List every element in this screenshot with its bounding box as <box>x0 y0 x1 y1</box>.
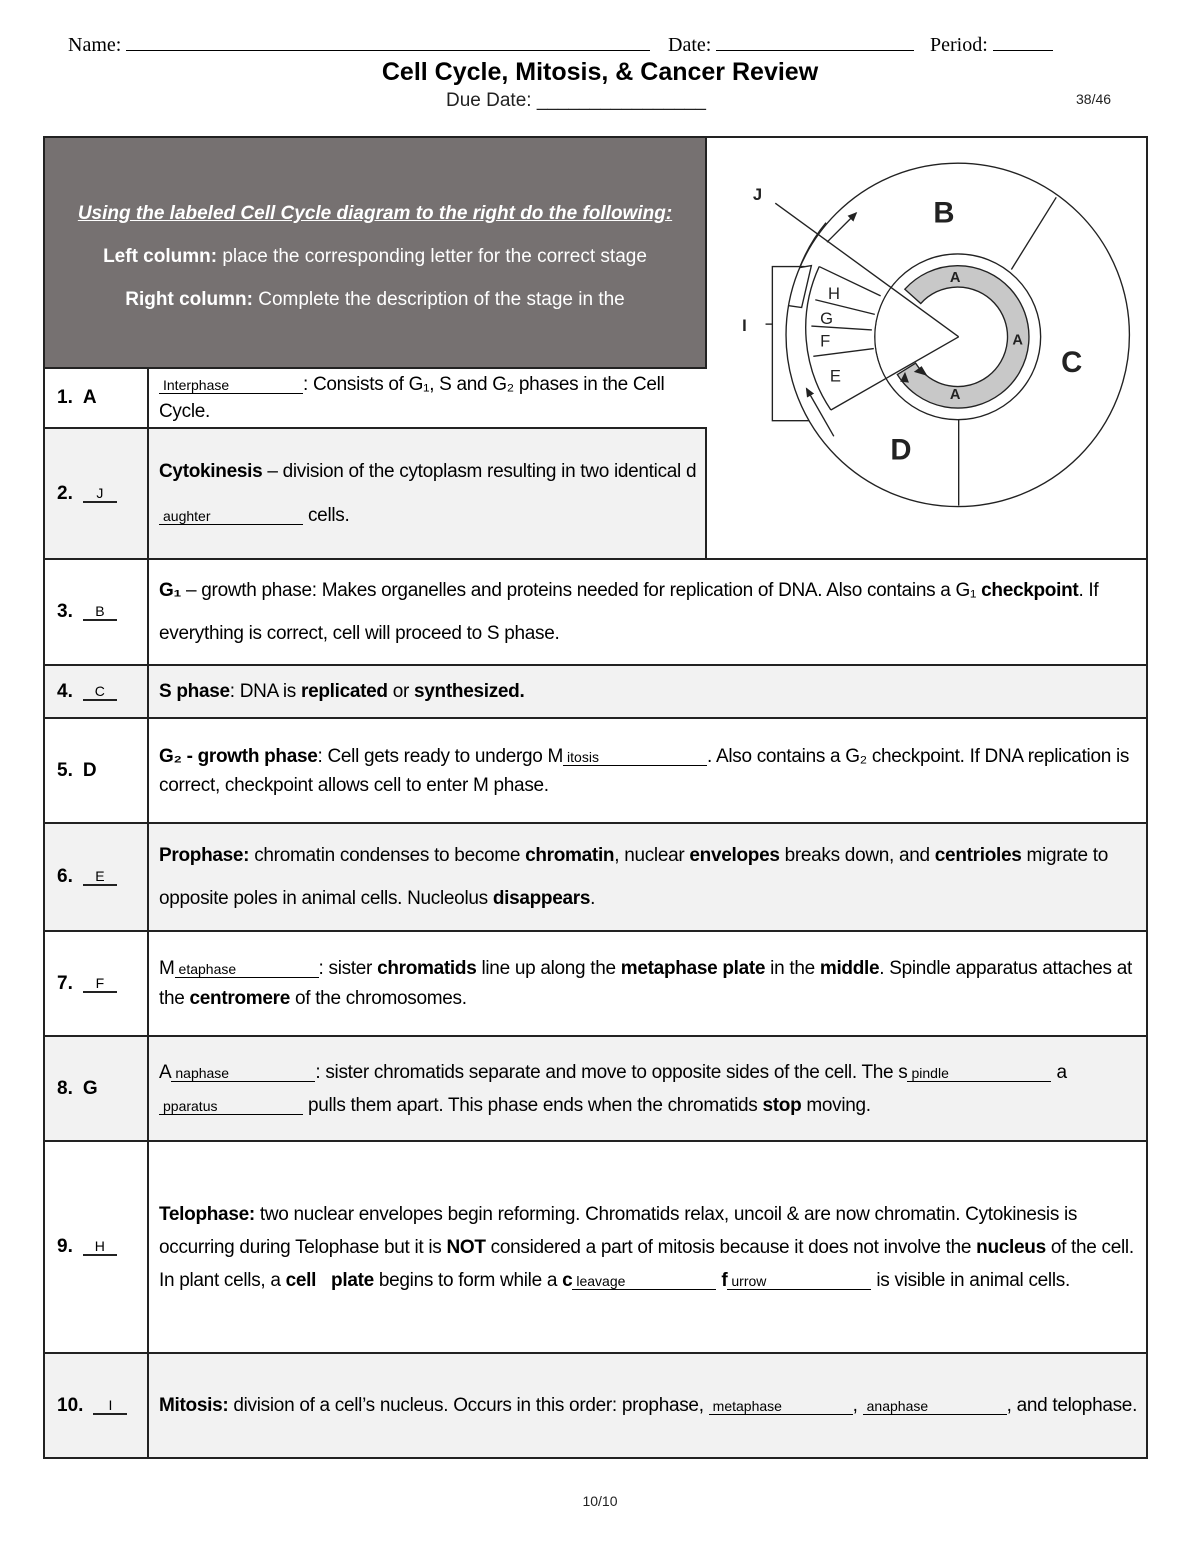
question-number: 9. <box>57 1236 73 1257</box>
question-number-cell <box>45 932 149 1035</box>
answer-blank[interactable]: naphase <box>171 1065 315 1082</box>
description-text: chromatids <box>377 957 477 979</box>
description-text: nucleus <box>976 1236 1046 1258</box>
date-field[interactable] <box>668 32 914 57</box>
description-text: division of a cell’s nucleus. Occurs in this order: prophase, <box>228 1394 709 1416</box>
description-text: middle <box>819 957 880 979</box>
description-text: : sister chromatids separate and move to opposite sides of the cell. The s <box>315 1061 908 1083</box>
stage-letter-answer[interactable]: B <box>83 603 117 621</box>
due-date: Due Date: ________________ <box>446 90 706 111</box>
label-c: C <box>1061 346 1083 379</box>
description-text: – growth phase: Makes organelles and proteins needed for replication of DNA. Also contains a G₁ <box>181 580 982 601</box>
description-text: breaks down, and <box>779 845 935 866</box>
label-a-right: A <box>1012 332 1023 349</box>
question-number-cell <box>45 1354 149 1457</box>
question-number: 10. <box>57 1394 84 1416</box>
description-text: : Consists of G₁, S and G₂ phases in the Cell Cycle. <box>159 374 670 422</box>
question-row <box>45 560 1146 666</box>
period-field[interactable] <box>930 32 1053 57</box>
question-number-cell <box>45 1142 149 1352</box>
label-d: D <box>890 434 912 467</box>
label-f: F <box>820 331 831 351</box>
description-text: , and telophase. <box>1006 1394 1138 1416</box>
question-number-cell <box>45 824 149 930</box>
description-text: chromatin condenses to become <box>249 845 526 866</box>
answer-blank[interactable]: anaphase <box>863 1398 1007 1415</box>
description-text: synthesized. <box>414 681 525 702</box>
label-e: E <box>829 366 841 386</box>
description-text: , <box>852 1394 863 1416</box>
description-text: considered a part of mitosis because it does not involve the <box>485 1236 977 1258</box>
description-text: cell plate <box>285 1269 374 1291</box>
description-text: c <box>562 1269 573 1291</box>
answer-blank[interactable]: metaphase <box>709 1398 853 1415</box>
stage-description <box>149 719 1146 822</box>
description-text: : sister <box>318 957 378 979</box>
description-text: Cytokinesis <box>159 460 263 482</box>
instructions-right: Right column: Complete the description of the stage in the <box>125 289 625 310</box>
question-number: 4. <box>57 680 73 702</box>
stage-description <box>149 429 705 558</box>
stage-description <box>149 1037 1146 1140</box>
stage-letter-answer[interactable]: G <box>82 1077 98 1099</box>
description-text: migrate to opposite poles in animal cells. Nucleolus <box>159 845 1113 909</box>
description-text: NOT <box>446 1236 486 1258</box>
description-text: stop <box>762 1094 802 1116</box>
question-number: 8. <box>57 1077 73 1099</box>
description-text: . Also contains a G₂ checkpoint. If DNA replication is correct, checkpoint allows cell to enter M phase. <box>159 745 1135 796</box>
label-a-bottom: A <box>949 387 961 404</box>
description-text: G₂ - growth phase <box>159 745 318 767</box>
question-number-cell <box>45 1037 149 1140</box>
description-text: – division of the cytoplasm resulting in two identical d <box>262 460 697 482</box>
question-row <box>45 719 1146 824</box>
answer-blank[interactable]: Interphase <box>159 377 303 394</box>
description-text: a <box>1051 1061 1067 1083</box>
description-text: . If everything is correct, cell will proceed to S phase. <box>159 580 1104 644</box>
answer-blank[interactable]: urrow <box>727 1273 871 1290</box>
stage-letter-answer[interactable]: E <box>83 868 117 886</box>
description-text: two nuclear envelopes begin reforming. Chromatids relax, uncoil & are now chromatin. Cytokinesis is occurring during Telophase but it is <box>159 1203 1083 1258</box>
answer-blank[interactable]: pparatus <box>159 1098 303 1115</box>
description-text: moving. <box>801 1094 871 1116</box>
question-row <box>45 666 1146 719</box>
question-row <box>45 429 707 560</box>
question-number-cell <box>45 560 149 664</box>
question-number: 5. <box>57 759 73 781</box>
instructions-left: Left column: place the corresponding letter for the correct stage <box>103 246 647 267</box>
description-text: pulls them apart. This phase ends when the chromatids <box>303 1094 763 1116</box>
question-row <box>45 1037 1146 1142</box>
label-i: I <box>742 315 747 335</box>
stage-letter-answer[interactable]: F <box>83 975 117 993</box>
stage-description <box>149 560 1146 664</box>
description-text: centromere <box>189 987 290 1009</box>
label-h: H <box>827 283 840 303</box>
description-text: : Cell gets ready to undergo M <box>317 745 564 767</box>
page-title: Cell Cycle, Mitosis, & Cancer Review <box>381 58 819 86</box>
description-text: checkpoint <box>981 580 1079 601</box>
answer-blank[interactable]: etaphase <box>175 961 319 978</box>
period-label: Period: <box>930 34 988 56</box>
page-number: 10/10 <box>582 1493 618 1509</box>
label-g: G <box>820 309 834 329</box>
instructions <box>45 138 707 369</box>
question-number: 7. <box>57 972 73 994</box>
stage-description <box>149 666 1146 717</box>
label-b: B <box>933 197 955 230</box>
question-number-cell <box>45 429 149 558</box>
question-number: 2. <box>57 482 73 504</box>
description-text: centrioles <box>934 845 1022 866</box>
name-field[interactable] <box>68 32 650 57</box>
stage-letter-answer[interactable]: H <box>83 1238 117 1256</box>
description-text: of the chromosomes. <box>290 987 467 1009</box>
stage-letter-answer[interactable]: I <box>93 1397 127 1415</box>
description-text: begins to form while a <box>373 1269 563 1291</box>
question-number-cell <box>45 666 149 717</box>
description-text: disappears <box>492 888 591 909</box>
description-text: : DNA is <box>229 681 301 702</box>
description-text: Prophase: <box>159 845 250 866</box>
description-text: replicated <box>300 681 388 702</box>
description-text: or <box>387 681 415 702</box>
description-text: A <box>159 1061 172 1083</box>
stage-description <box>149 1354 1146 1457</box>
answer-blank[interactable]: leavage <box>572 1273 716 1290</box>
question-number-cell <box>45 369 149 427</box>
label-a-top: A <box>949 270 961 287</box>
description-text: M <box>159 957 175 979</box>
stage-letter-answer[interactable]: C <box>83 683 117 701</box>
description-text: cells. <box>303 504 350 526</box>
description-text: Mitosis: <box>159 1394 229 1416</box>
date-label: Date: <box>668 34 712 56</box>
question-number: 1. <box>57 387 73 408</box>
question-row <box>45 1354 1146 1457</box>
question-row <box>45 369 707 429</box>
stage-description <box>149 824 1146 930</box>
description-text: . <box>590 888 596 909</box>
description-text: G₁ <box>159 580 182 601</box>
answer-blank[interactable]: itosis <box>563 749 707 766</box>
stage-description <box>149 932 1146 1035</box>
question-row <box>45 824 1146 932</box>
name-label: Name: <box>68 34 122 56</box>
question-number: 3. <box>57 601 73 622</box>
question-row <box>45 932 1146 1037</box>
label-j: J <box>752 185 763 205</box>
description-text: of the cell. In plant cells, a <box>159 1236 1144 1291</box>
description-text: chromatin <box>525 845 615 866</box>
answer-blank[interactable]: pindle <box>907 1065 1051 1082</box>
stage-letter-answer[interactable]: D <box>82 759 97 781</box>
instructions-heading: Using the labeled Cell Cycle diagram to the right do the following: <box>77 203 673 224</box>
description-text: metaphase plate <box>620 957 766 979</box>
review-table <box>43 136 1148 1459</box>
description-text: is visible in animal cells. <box>871 1269 1070 1291</box>
description-text: , nuclear <box>614 845 690 866</box>
description-text: . Spindle apparatus attaches at the <box>159 957 1137 1009</box>
description-text: in the <box>765 957 820 979</box>
stage-description <box>149 1142 1146 1352</box>
description-text: envelopes <box>689 845 780 866</box>
answer-blank[interactable]: aughter <box>159 508 303 525</box>
description-text: S phase <box>159 681 230 702</box>
question-row <box>45 1142 1146 1354</box>
stage-letter-answer[interactable]: J <box>83 485 117 503</box>
description-text: line up along the <box>476 957 621 979</box>
stage-letter-answer[interactable]: A <box>82 387 97 408</box>
description-text: Telophase: <box>159 1203 255 1225</box>
question-number: 6. <box>57 866 73 887</box>
cell-cycle-diagram <box>707 138 1146 560</box>
stage-description <box>149 369 707 427</box>
score: 38/46 <box>1076 91 1112 107</box>
description-text: f <box>716 1269 728 1291</box>
question-number-cell <box>45 719 149 822</box>
